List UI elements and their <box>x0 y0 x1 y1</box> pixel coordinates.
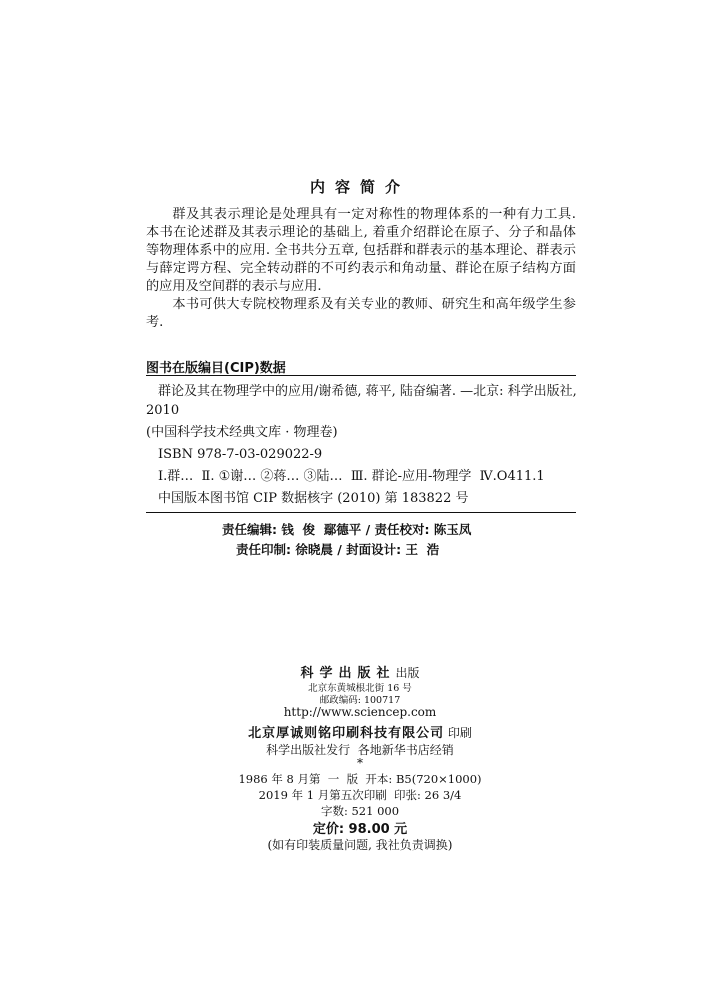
quality-note: (如有印装质量问题, 我社负责调换) <box>267 838 453 852</box>
credits-line-2: 责任印制: 徐晓晨 / 封面设计: 王 浩 <box>236 542 440 557</box>
intro-paragraph-2: 本书可供大专院校物理系及有关专业的教师、研究生和高年级学生参考. <box>146 297 576 330</box>
edition-line-1: 1986 年 8 月第 一 版 开本: B5(720×1000) <box>238 772 482 786</box>
credits-line-1: 责任编辑: 钱 俊 鄢德平 / 责任校对: 陈玉凤 <box>222 522 472 537</box>
edition-line-2: 2019 年 1 月第五次印刷 印张: 26 3/4 <box>258 788 462 802</box>
distribution-line: 科学出版社发行 各地新华书店经销 <box>266 743 454 757</box>
printer-suffix: 印刷 <box>444 726 472 740</box>
printer-line <box>0 722 720 741</box>
cip-line-2: 2010 <box>146 403 180 418</box>
intro-paragraph-1: 群及其表示理论是处理具有一定对称性的物理体系的一种有力工具. 本书在论述群及其表示理论的基础上, 着重介绍群论在原子、分子和晶体等物理体系中的应用. 全书共分五章, 包括群和群表示的基本理论、群表示与薛定谔方程、完全转动群的不可约表示和角动量、群论在原子结构方面的应用及空间群的表示与应用. <box>146 207 576 294</box>
publisher-website: http://www.sciencep.com <box>283 705 437 719</box>
cip-line-5: Ⅰ.群… Ⅱ. ①谢… ②蒋… ③陆… Ⅲ. 群论-应用-物理学 Ⅳ.O411.1 <box>158 469 545 484</box>
publisher-address: 北京东黄城根北街 16 号 <box>308 683 412 694</box>
cip-bottom-rule <box>146 512 576 513</box>
publisher-suffix: 出版 <box>395 666 420 680</box>
word-count: 字数: 521 000 <box>320 804 400 818</box>
price: 定价: 98.00 元 <box>312 822 408 837</box>
cip-line-4: ISBN 978-7-03-029022-9 <box>158 447 323 462</box>
printer-name: 北京厚诚则铭印刷科技有限公司 <box>248 726 445 741</box>
cip-line-1: 群论及其在物理学中的应用/谢希德, 蒋平, 陆奋编著. —北京: 科学出版社, <box>158 384 577 399</box>
publisher-postcode: 邮政编码: 100717 <box>319 695 401 706</box>
cip-top-rule <box>146 375 576 376</box>
publisher-line <box>0 662 720 681</box>
page-title: 内容简介 <box>309 178 410 196</box>
cip-line-3: (中国科学技术经典文库 · 物理卷) <box>146 425 338 440</box>
cip-heading: 图书在版编目(CIP)数据 <box>146 361 286 376</box>
publisher-name: 科学出版社 <box>300 666 396 681</box>
cip-line-6: 中国版本图书馆 CIP 数据核字 (2010) 第 183822 号 <box>158 491 469 506</box>
separator-star: * <box>357 756 363 770</box>
